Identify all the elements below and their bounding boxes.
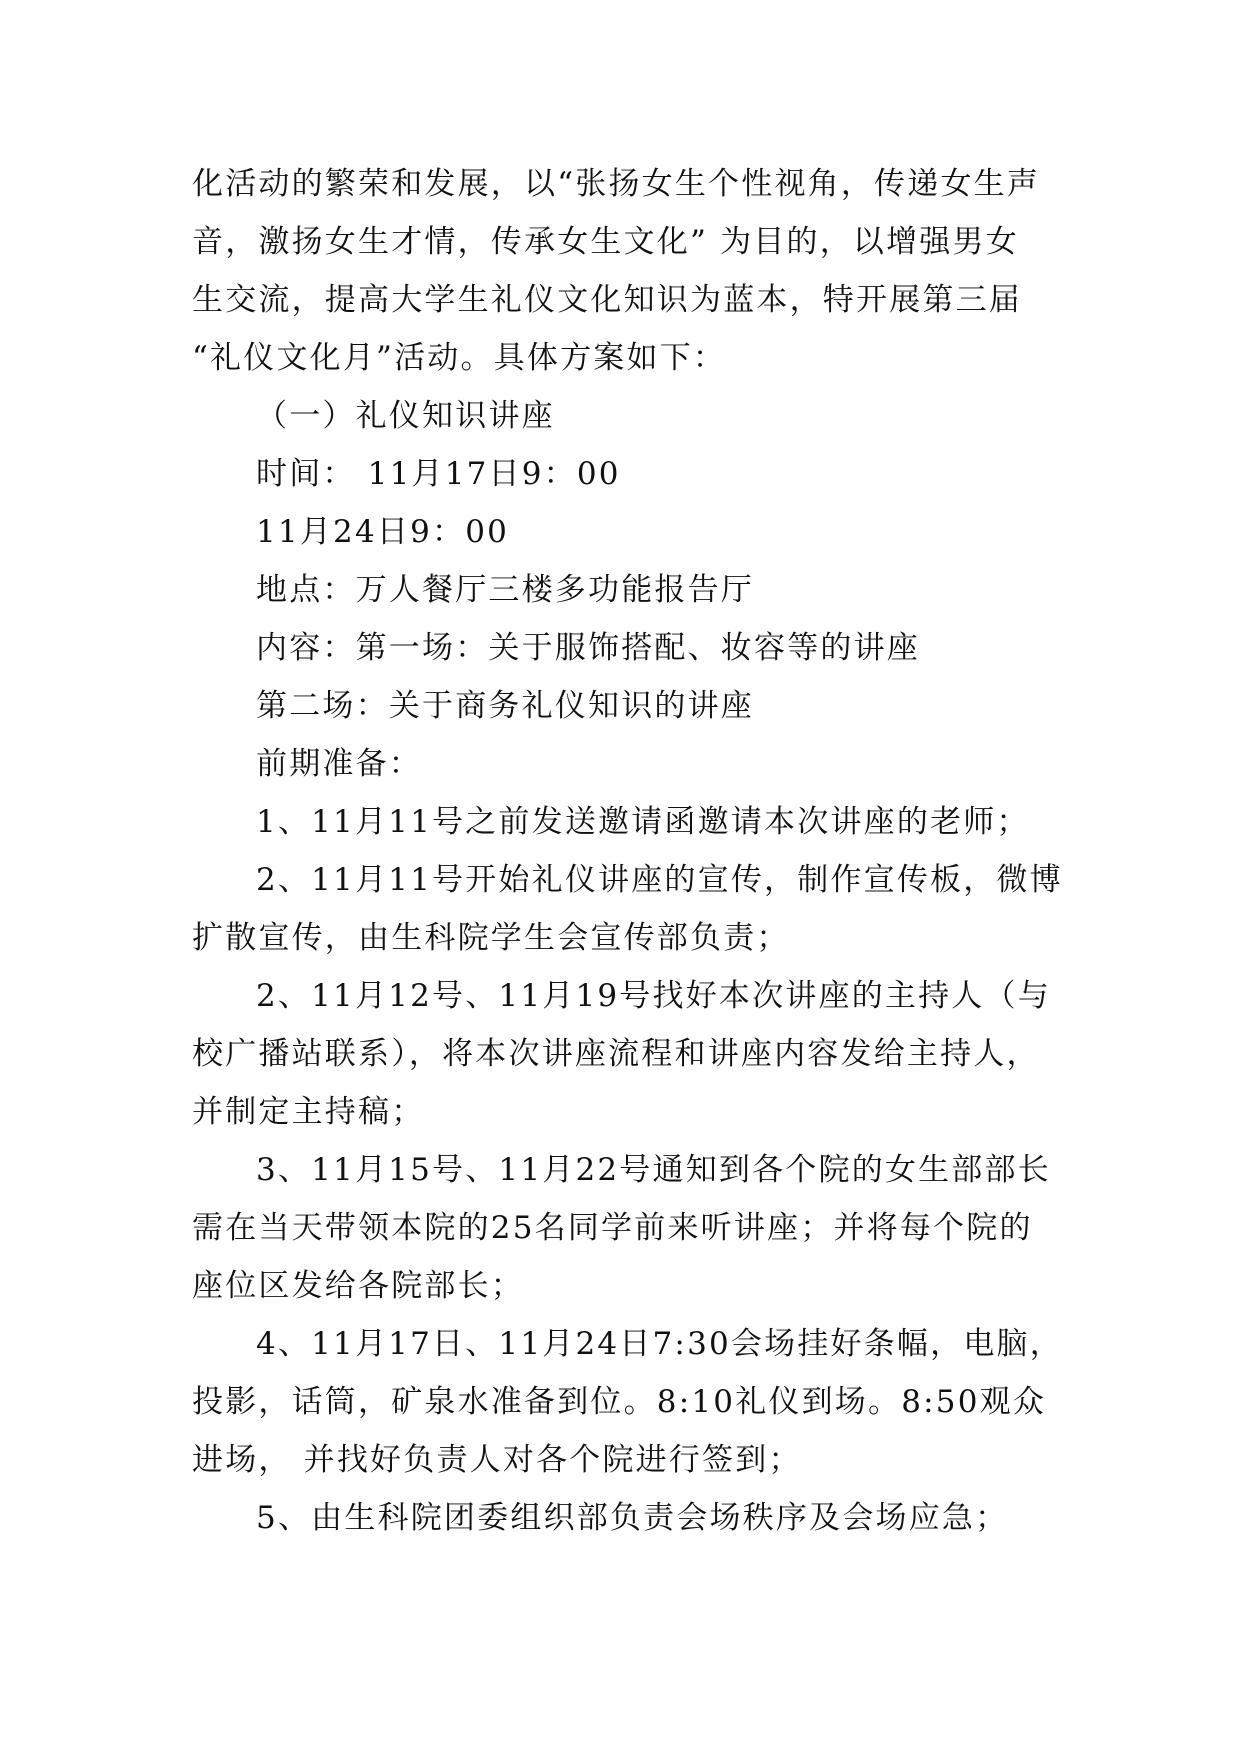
time-line: 11月24日9：00	[256, 514, 510, 550]
content-line: 内容：第一场：关于服饰搭配、妆容等的讲座	[256, 630, 920, 666]
paragraph-line: 音，激扬女生才情，传承女生文化” 为目的，以增强男女	[192, 224, 1019, 260]
list-item-continuation: 校广播站联系），将本次讲座流程和讲座内容发给主持人，	[192, 1036, 1040, 1072]
list-item-continuation: 座位区发给各院部长；	[192, 1268, 524, 1304]
list-item-continuation: 并制定主持稿；	[192, 1094, 425, 1130]
list-item-continuation: 需在当天带领本院的25名同学前来听讲座；并将每个院的	[192, 1210, 1033, 1246]
list-item: 3、11月15号、11月22号通知到各个院的女生部部长	[256, 1152, 1051, 1188]
time-line: 时间： 11月17日9：00	[256, 456, 621, 492]
list-item: 1、11月11号之前发送邀请函邀请本次讲座的老师；	[256, 804, 1030, 840]
list-item-continuation: 投影，话筒，矿泉水准备到位。8:10礼仪到场。8:50观众	[192, 1384, 1047, 1420]
list-item-continuation: 进场， 并找好负责人对各个院进行签到；	[192, 1442, 802, 1478]
content-line: 第二场：关于商务礼仪知识的讲座	[256, 688, 754, 724]
section-heading: （一）礼仪知识讲座	[256, 398, 555, 434]
list-item: 2、11月11号开始礼仪讲座的宣传，制作宣传板，微博	[256, 862, 1063, 898]
list-item-continuation: 扩散宣传，由生科院学生会宣传部负责；	[192, 920, 790, 956]
list-item: 2、11月12号、11月19号找好本次讲座的主持人（与	[256, 978, 1051, 1014]
list-item: 4、11月17日、11月24日7:30会场挂好条幅，电脑，	[256, 1326, 1063, 1362]
location-line: 地点：万人餐厅三楼多功能报告厅	[256, 572, 754, 608]
paragraph-line: 化活动的繁荣和发展，以“张扬女生个性视角，传递女生声	[192, 166, 1041, 202]
paragraph-line: 生交流，提高大学生礼仪文化知识为蓝本，特开展第三届	[192, 282, 1022, 318]
preparation-heading: 前期准备：	[256, 746, 422, 782]
paragraph-line: “礼仪文化月”活动。具体方案如下：	[192, 340, 727, 376]
list-item: 5、由生科院团委组织部负责会场秩序及会场应急；	[256, 1500, 1009, 1536]
